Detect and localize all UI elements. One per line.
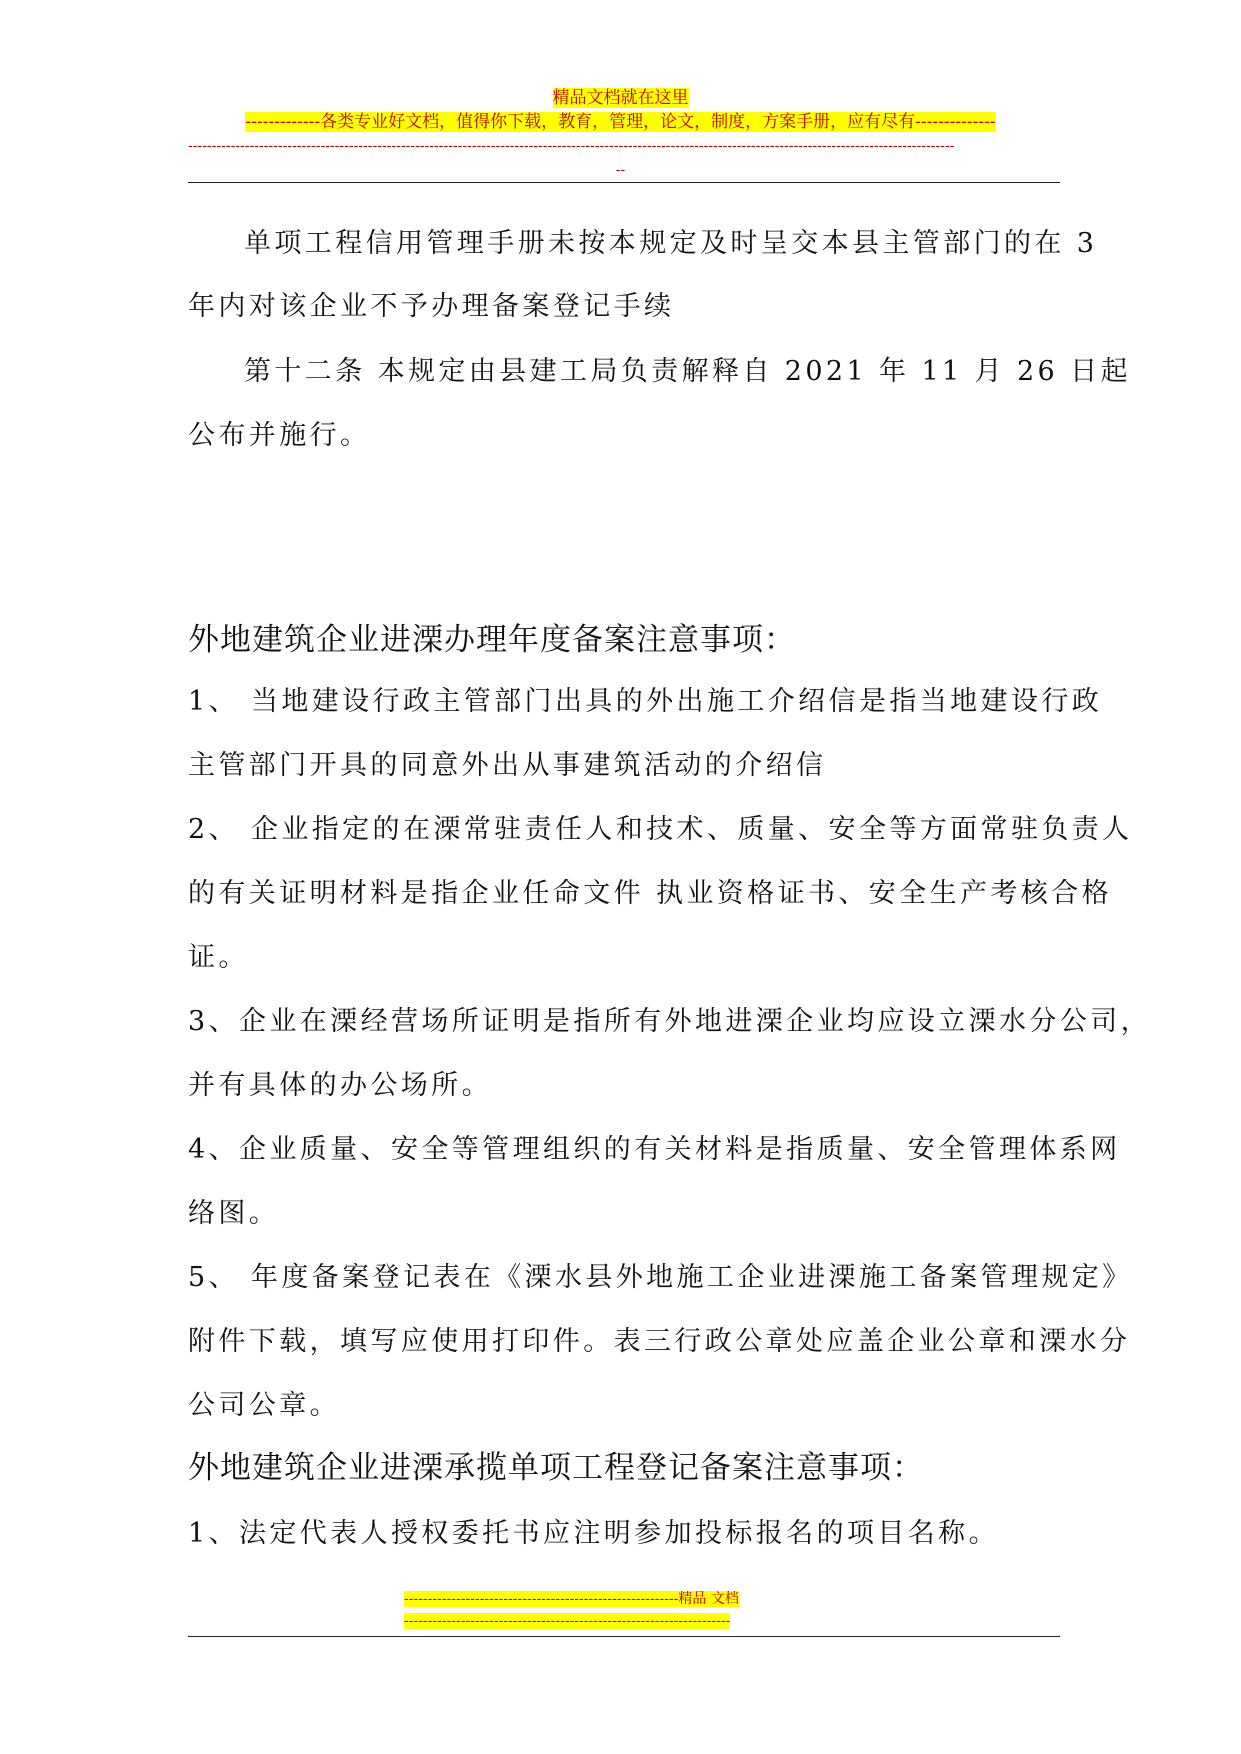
section1-item5-line2: 附件下载，填写应使用打印件。表三行政公章处应盖企业公章和溧水分 <box>188 1326 1131 1357</box>
header-divider <box>188 182 1060 183</box>
para2-line2: 公布并施行。 <box>188 420 371 451</box>
section1-item1-line1: 1、 当地建设行政主管部门出具的外出施工介绍信是指当地建设行政 <box>188 686 1103 717</box>
section1-item2-line1: 2、 企业指定的在溧常驻责任人和技术、质量、安全等方面常驻负责人 <box>188 814 1133 845</box>
footer-dash-text: --------------------------------------------------------------------- <box>404 1613 731 1629</box>
header-title <box>0 88 1241 108</box>
section1-item4-line2: 络图。 <box>188 1198 280 1229</box>
section1-item1-line2: 主管部门开具的同意外出从事建筑活动的介绍信 <box>188 750 827 781</box>
header-dash-tail: -- <box>615 162 626 178</box>
section1-item2-line2: 的有关证明材料是指企业任命文件 执业资格证书、安全生产考核合格 <box>188 878 1112 909</box>
header-subtitle <box>0 112 1241 132</box>
section2-heading: 外地建筑企业进溧承揽单项工程登记备案注意事项： <box>188 1450 924 1486</box>
para1-line1: 单项工程信用管理手册未按本规定及时呈交本县主管部门的在 3 <box>244 228 1098 259</box>
header-title-text: 精品文档就在这里 <box>552 88 689 108</box>
section1-item4-line1: 4、企业质量、安全等管理组织的有关材料是指质量、安全管理体系网 <box>188 1134 1121 1165</box>
section1-item3-line1: 3、企业在溧经营场所证明是指所有外地进溧企业均应设立溧水分公司， <box>188 1006 1151 1037</box>
section1-heading: 外地建筑企业进溧办理年度备案注意事项： <box>188 622 796 658</box>
footer-dash-line <box>404 1613 840 1629</box>
section1-item5-line1: 5、 年度备案登记表在《溧水县外地施工企业进溧施工备案管理规定》 <box>188 1262 1133 1293</box>
footer-divider <box>188 1636 1060 1637</box>
para2-line1: 第十二条 本规定由县建工局负责解释自 2021 年 11 月 26 日起 <box>244 356 1131 387</box>
header-dash-line: ------------------------------------------------------------------------------------------------------------------------------------------------------------------ <box>188 138 955 154</box>
footer-label-text: ----------------------------------------------------------精品 文档 <box>404 1591 739 1607</box>
header-subtitle-text: -------------各类专业好文档，值得你下载，教育，管理，论文，制度，方案手册，应有尽有-------------- <box>245 112 996 132</box>
footer-label <box>404 1589 840 1609</box>
section1-item3-line2: 并有具体的办公场所。 <box>188 1070 492 1101</box>
para1-line2: 年内对该企业不予办理备案登记手续 <box>188 291 675 322</box>
section1-item5-line3: 公司公章。 <box>188 1390 340 1421</box>
section2-item1: 1、法定代表人授权委托书应注明参加投标报名的项目名称。 <box>188 1518 999 1549</box>
section1-item2-line3: 证。 <box>188 942 249 973</box>
